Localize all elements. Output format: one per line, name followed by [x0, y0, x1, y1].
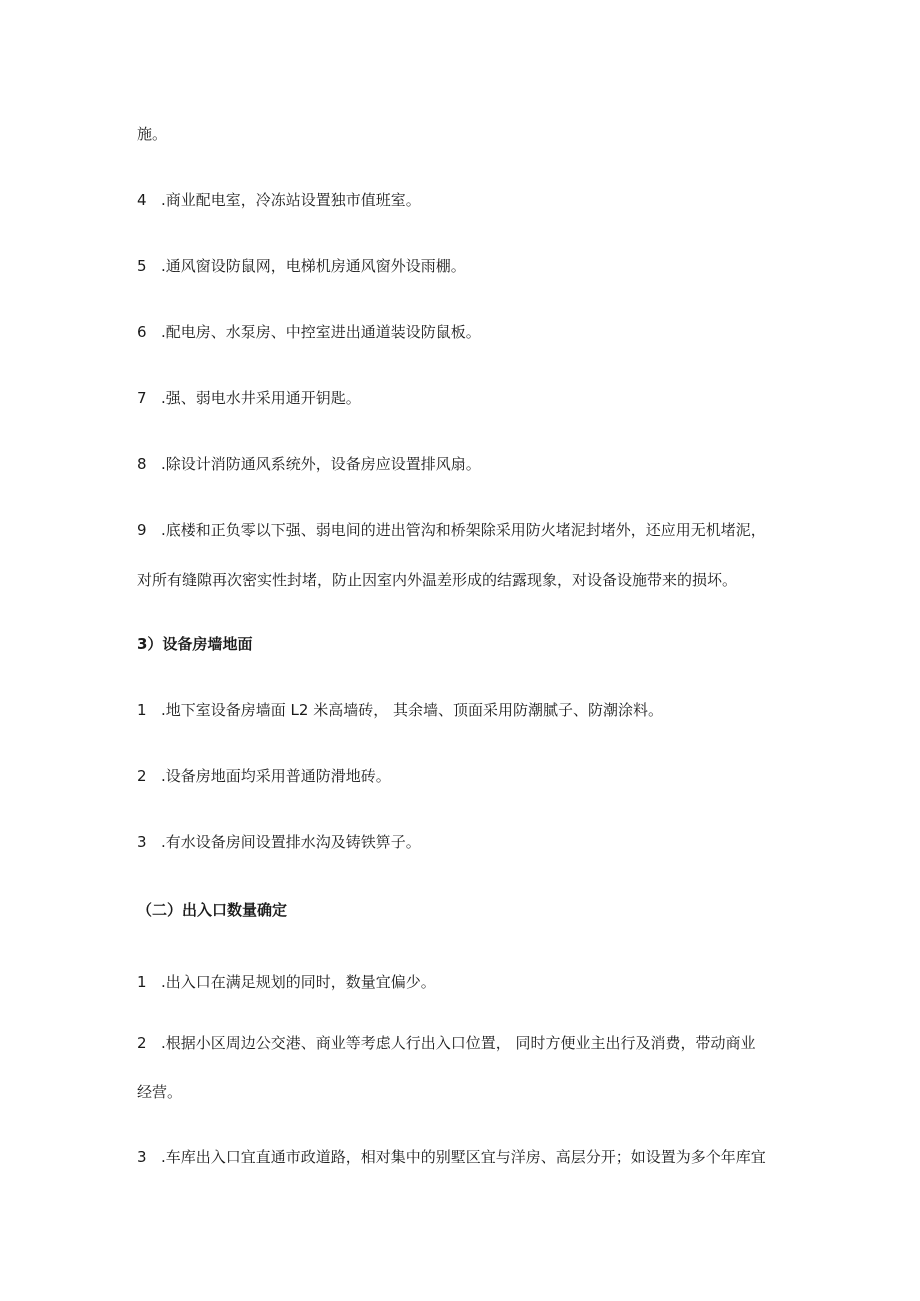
paragraph-continuation [137, 570, 737, 590]
list-item [137, 766, 391, 786]
line-text: .车库出入口宜直通市政道路，相对集中的别墅区宜与洋房、高层分开；如设置为多个年库宜 [161, 1148, 766, 1166]
list-number: 4 [137, 191, 147, 209]
list-number: 2 [137, 1034, 147, 1052]
heading-text: 3）设备房墙地面 [137, 635, 253, 653]
list-number: 1 [137, 973, 147, 991]
line-text: 施。 [137, 125, 168, 143]
list-item [137, 1033, 756, 1053]
line-text: .有水设备房间设置排水沟及铸铁箅子。 [161, 833, 421, 851]
line-text: .设备房地面均采用普通防滑地砖。 [161, 767, 391, 785]
paragraph-continuation [137, 124, 167, 144]
list-item [137, 1147, 766, 1167]
line-text: 对所有缝隙再次密实性封堵，防止因室内外温差形成的结露现象，对设备设施带来的损坏。 [137, 571, 738, 589]
list-number: 8 [137, 455, 147, 473]
line-text: .除设计消防通风系统外，设备房应设置排风扇。 [161, 455, 481, 473]
paragraph-continuation [137, 1082, 182, 1102]
line-text: .出入口在满足规划的同时，数量宜偏少。 [161, 973, 436, 991]
list-item [137, 520, 766, 540]
line-text: .通风窗设防鼠网，电梯机房通风窗外设雨棚。 [161, 257, 466, 275]
list-item [137, 190, 421, 210]
section-heading [137, 634, 252, 654]
list-number: 7 [137, 389, 147, 407]
list-number: 9 [137, 521, 147, 539]
list-item [137, 256, 466, 276]
list-number: 6 [137, 323, 147, 341]
list-item [137, 832, 421, 852]
list-item [137, 388, 361, 408]
list-item [137, 700, 663, 720]
line-text: 经营。 [137, 1083, 183, 1101]
section-heading [137, 900, 287, 920]
line-text: .强、弱电水井采用通开钥匙。 [161, 389, 361, 407]
list-number: 2 [137, 767, 147, 785]
line-text: .配电房、水泵房、中控室进出通道装设防鼠板。 [161, 323, 481, 341]
line-text: .根据小区周边公交港、商业等考虑人行出入口位置， 同时方便业主出行及消费，带动商业 [161, 1034, 756, 1052]
line-text: .底楼和正负零以下强、弱电间的进出管沟和桥架除采用防火堵泥封堵外，还应用无机堵泥， [161, 521, 766, 539]
list-number: 3 [137, 1148, 147, 1166]
line-text: .地下室设备房墙面 L2 米高墙砖， 其余墙、顶面采用防潮腻子、防潮涂料。 [161, 701, 663, 719]
list-number: 3 [137, 833, 147, 851]
list-item [137, 972, 436, 992]
list-number: 5 [137, 257, 147, 275]
list-number: 1 [137, 701, 147, 719]
list-item [137, 322, 481, 342]
line-text: .商业配电室，冷冻站设置独市值班室。 [161, 191, 421, 209]
list-item [137, 454, 481, 474]
heading-text: （二）出入口数量确定 [137, 901, 288, 919]
